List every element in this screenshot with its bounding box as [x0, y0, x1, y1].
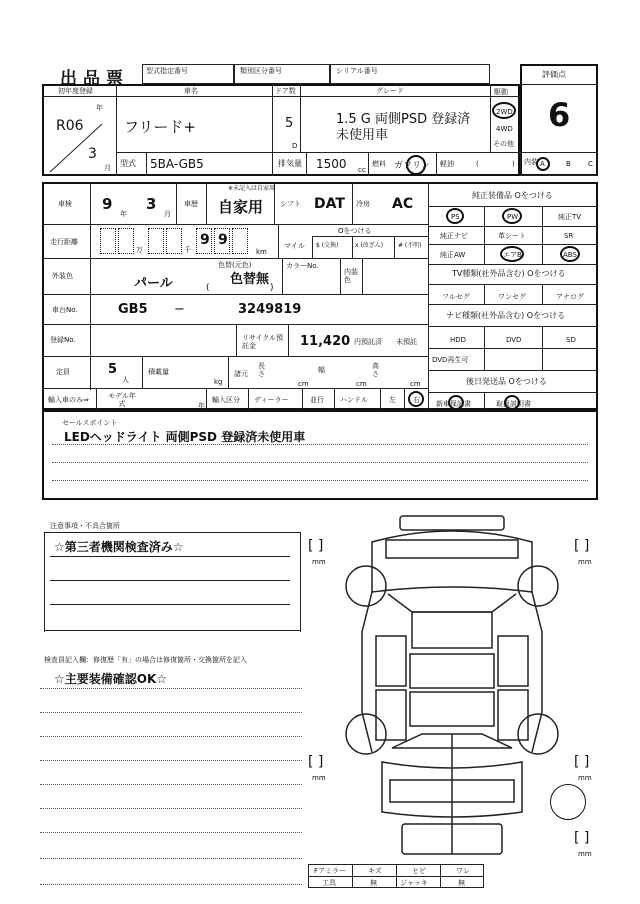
inspection-year: 9: [102, 195, 113, 213]
displacement-value: 1500: [316, 157, 347, 171]
dealer-option[interactable]: ディーラー: [254, 396, 289, 404]
navi-sd[interactable]: SD: [566, 336, 576, 344]
tools-value: 無: [370, 879, 377, 887]
light-oil-option[interactable]: 軽油: [440, 160, 454, 168]
unknown-option[interactable]: # (不明): [398, 242, 422, 249]
drive-2wd[interactable]: 2WD: [496, 108, 513, 116]
opt-sr[interactable]: SR: [564, 232, 574, 240]
handle-right[interactable]: 右: [413, 396, 420, 404]
grade-line2: 未使用車: [336, 128, 389, 143]
spare-tire[interactable]: [550, 784, 586, 820]
mile-option[interactable]: マイル: [284, 242, 305, 250]
fuel-label: 燃料: [372, 160, 386, 168]
parallel-option[interactable]: 並行: [310, 396, 324, 404]
opt-pw[interactable]: PW: [507, 213, 519, 221]
sales-point-text: LEDヘッドライト 両側PSD 登録済未使用車: [64, 430, 306, 444]
usage-value: 自家用: [218, 198, 264, 216]
interior-a[interactable]: A: [540, 160, 545, 168]
doors-value: 5: [285, 116, 294, 131]
navi-dvd-play[interactable]: DVD再生可: [432, 356, 469, 364]
doors-label: ドア数: [275, 87, 296, 95]
grade-line1: 1.5 G 両側PSD 登録済: [336, 112, 471, 127]
opt-leather[interactable]: 革シート: [498, 232, 526, 240]
model-value: 5BA-GB5: [150, 157, 204, 171]
navi-hdd[interactable]: HDD: [450, 336, 467, 344]
mileage-digit2: 9: [218, 232, 228, 248]
capacity-value: 5: [108, 362, 118, 377]
interior-c[interactable]: C: [588, 160, 593, 168]
interior-b[interactable]: B: [566, 160, 571, 168]
inspection-month: 3: [146, 195, 157, 213]
fuel-circle: [406, 155, 426, 175]
swap-option[interactable]: $ (交換): [316, 242, 339, 249]
serial-label: シリアル番号: [336, 67, 378, 75]
chassis-number: 3249819: [238, 302, 302, 317]
drive-label: 駆動: [494, 88, 508, 96]
name-label: 車名: [184, 87, 198, 95]
grade-label: グレード: [376, 87, 404, 95]
car-body-diagram[interactable]: [332, 512, 572, 868]
score-label: 評価点: [542, 70, 566, 79]
tv-analog[interactable]: アナログ: [556, 293, 584, 301]
inspector-text: ☆主要装備確認OK☆: [54, 672, 168, 686]
model-label: 型式: [120, 159, 136, 168]
altered-option[interactable]: x (改ざん): [355, 242, 384, 249]
drive-4wd[interactable]: 4WD: [496, 125, 513, 133]
drive-2wd-circle: [492, 102, 516, 119]
mileage-digit1: 9: [200, 232, 210, 248]
repaint-value: 色替無: [230, 272, 270, 287]
tv-oneseg[interactable]: ワンセグ: [498, 293, 526, 301]
ac-value: AC: [392, 196, 414, 212]
chassis-model: GB5: [118, 302, 148, 317]
score-value: 6: [548, 96, 571, 134]
fuel-gasoline[interactable]: ガソリン: [394, 161, 431, 171]
opt-tv[interactable]: 純正TV: [558, 213, 582, 221]
type-designation-label: 型式指定番号: [146, 67, 188, 75]
tv-fullseg[interactable]: フルセグ: [442, 293, 470, 301]
recycle-value: 11,420: [300, 334, 351, 349]
opt-abs[interactable]: ABS: [563, 251, 577, 259]
opt-airbag[interactable]: エアB: [503, 251, 522, 259]
form-title: 出品票: [60, 69, 129, 89]
color-value: パール: [134, 276, 173, 291]
first-reg-label: 初年度登録: [58, 87, 93, 95]
displacement-label: 排気量: [278, 159, 302, 168]
navi-dvd[interactable]: DVD: [506, 336, 522, 344]
opt-aw[interactable]: 純正AW: [440, 251, 466, 259]
first-reg-month: 3: [88, 146, 97, 162]
later-warranty[interactable]: 新車保証書: [436, 400, 471, 408]
jack-value: 無: [458, 879, 465, 887]
handle-left[interactable]: 左: [389, 396, 396, 404]
drive-other[interactable]: その他: [493, 140, 514, 148]
opt-navi[interactable]: 純正ナビ: [440, 232, 468, 240]
caution-text: ☆第三者機関検査済み☆: [54, 540, 184, 554]
sales-point-box: [42, 410, 598, 500]
shift-value: DAT: [314, 196, 345, 212]
handle-right-circle: [408, 391, 424, 407]
later-manual[interactable]: 取扱説明書: [496, 400, 531, 408]
opt-ps[interactable]: PS: [451, 213, 460, 221]
recycle-unpaid-option[interactable]: 未預託: [396, 338, 417, 346]
category-label: 類別区分番号: [240, 67, 282, 75]
first-reg-year: R06: [56, 118, 84, 134]
vehicle-name: フリード+: [124, 118, 196, 136]
